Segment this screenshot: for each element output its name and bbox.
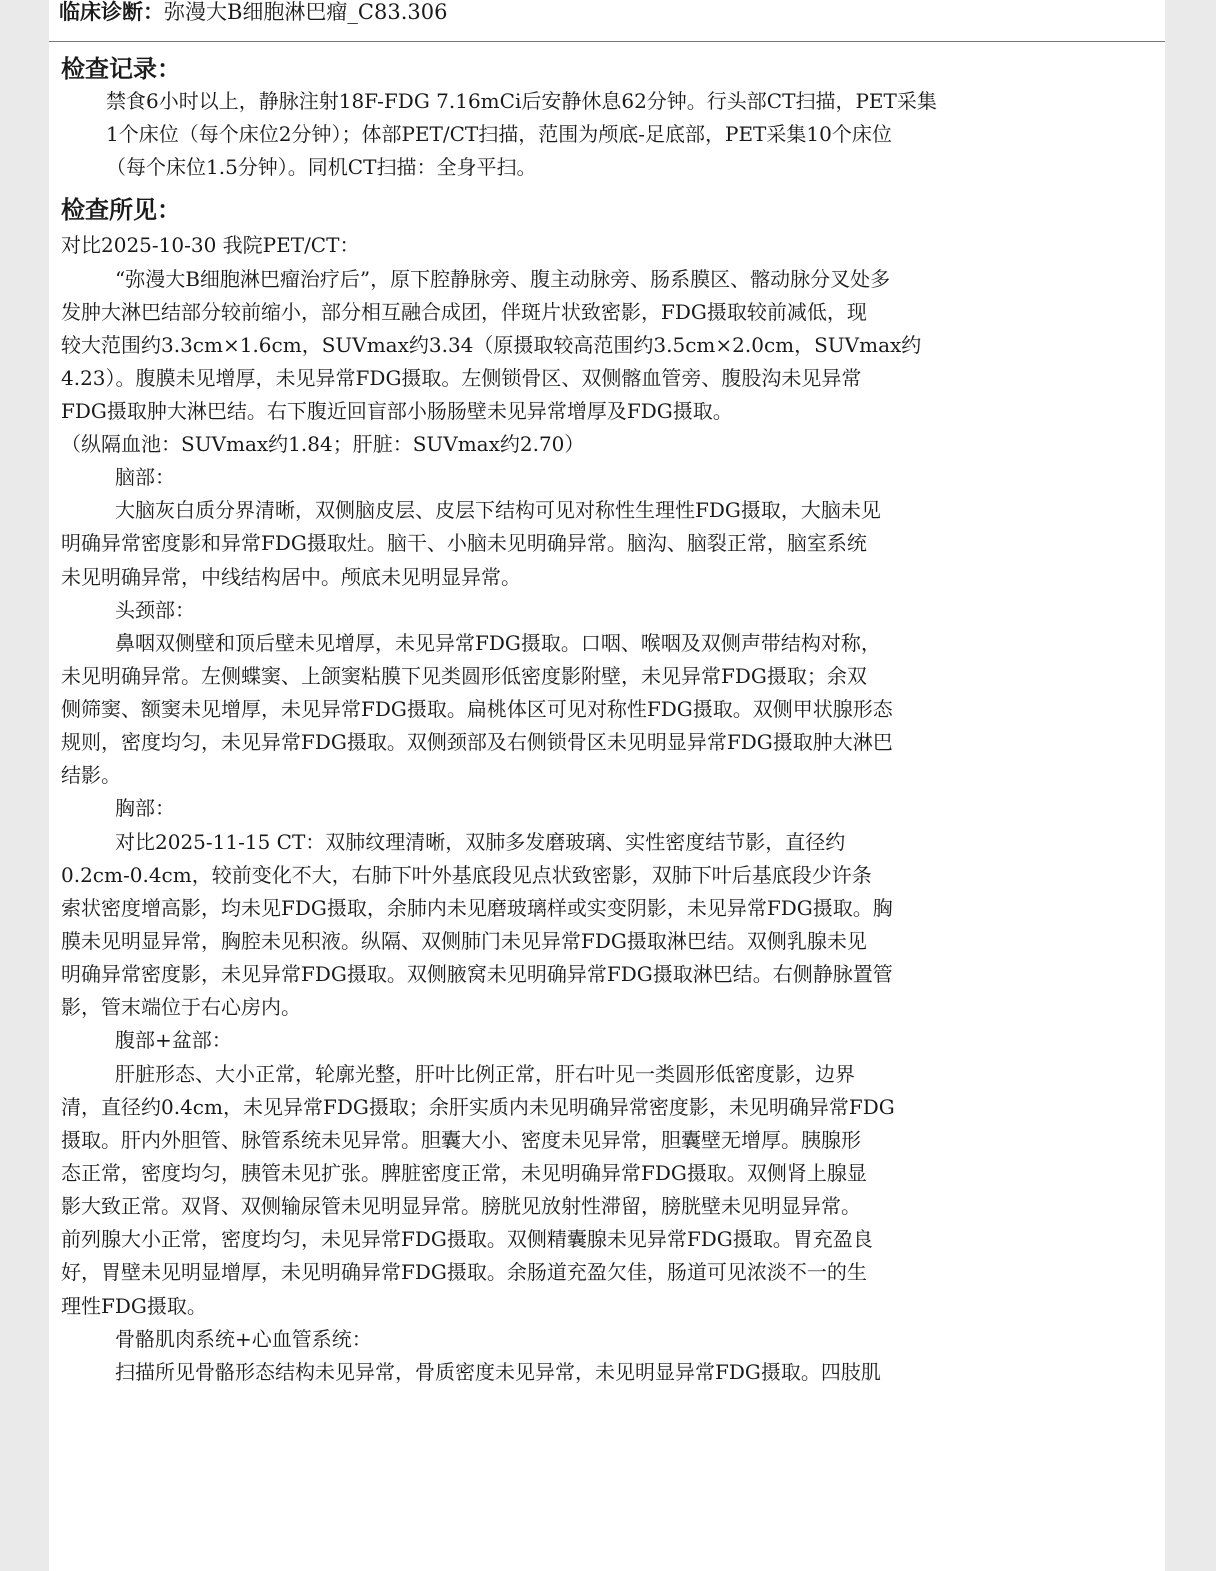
header-divider [49, 41, 1165, 42]
clinical-diagnosis [59, 0, 447, 28]
report-page [49, 0, 1165, 1571]
findings-line: 影大致正常。双肾、双侧输尿管未见明显异常。膀胱见放射性滞留，膀胱壁未见明显异常。 [61, 1194, 861, 1218]
diagnosis-value: 弥漫大B细胞淋巴瘤_C83.306 [164, 0, 448, 24]
findings-line: 规则，密度均匀，未见异常FDG摄取。双侧颈部及右侧锁骨区未见明显异常FDG摄取肿大淋巴 [61, 730, 893, 754]
exam-record-heading: 检查记录： [61, 54, 181, 83]
section-label-brain: 脑部： [115, 465, 175, 489]
findings-line: 发肿大淋巴结部分较前缩小，部分相互融合成团，伴斑片状致密影，FDG摄取较前减低，现 [61, 300, 867, 324]
findings-line: 扫描所见骨骼形态结构未见异常，骨质密度未见异常，未见明显异常FDG摄取。四肢肌 [115, 1360, 881, 1384]
findings-line: 影，管末端位于右心房内。 [61, 995, 301, 1019]
findings-line: 结影。 [61, 763, 121, 787]
section-label-abdomen-pelvis: 腹部+盆部： [115, 1028, 232, 1052]
findings-line: 前列腺大小正常，密度均匀，未见异常FDG摄取。双侧精囊腺未见异常FDG摄取。胃充盈良 [61, 1227, 873, 1251]
section-label-musculoskeletal-cardiovascular: 骨骼肌肉系统+心血管系统： [115, 1327, 372, 1351]
findings-line: 摄取。肝内外胆管、脉管系统未见异常。胆囊大小、密度未见异常，胆囊壁无增厚。胰腺形 [61, 1128, 861, 1152]
exam-record-line: 1个床位（每个床位2分钟）；体部PET/CT扫描，范围为颅底-足底部，PET采集10个床位 [106, 122, 892, 146]
findings-line: 对比2025-10-30 我院PET/CT： [61, 233, 360, 257]
findings-line: 较大范围约3.3cm×1.6cm，SUVmax约3.34（原摄取较高范围约3.5cm×2.0cm，SUVmax约 [61, 333, 922, 357]
findings-line: （纵隔血池：SUVmax约1.84；肝脏：SUVmax约2.70） [61, 432, 585, 456]
findings-line: 膜未见明显异常，胸腔未见积液。纵隔、双侧肺门未见异常FDG摄取淋巴结。双侧乳腺未见 [61, 929, 867, 953]
findings-line: 肝脏形态、大小正常，轮廓光整，肝叶比例正常，肝右叶见一类圆形低密度影，边界 [115, 1062, 855, 1086]
findings-line: 索状密度增高影，均未见FDG摄取，余肺内未见磨玻璃样或实变阴影，未见异常FDG摄取。胸 [61, 896, 893, 920]
findings-line: FDG摄取肿大淋巴结。右下腹近回盲部小肠肠壁未见异常增厚及FDG摄取。 [61, 399, 733, 423]
section-label-chest: 胸部： [115, 796, 175, 820]
findings-line: 侧筛窦、额窦未见增厚，未见异常FDG摄取。扁桃体区可见对称性FDG摄取。双侧甲状腺形态 [61, 697, 893, 721]
findings-line: 对比2025-11-15 CT：双肺纹理清晰，双肺多发磨玻璃、实性密度结节影，直径约 [115, 830, 846, 854]
findings-line: 好，胃壁未见明显增厚，未见明确异常FDG摄取。余肠道充盈欠佳，肠道可见浓淡不一的生 [61, 1260, 867, 1284]
findings-line: 态正常，密度均匀，胰管未见扩张。脾脏密度正常，未见明确异常FDG摄取。双侧肾上腺显 [61, 1161, 867, 1185]
section-label-head-neck: 头颈部： [115, 598, 195, 622]
findings-line: 明确异常密度影，未见异常FDG摄取。双侧腋窝未见明确异常FDG摄取淋巴结。右侧静脉置管 [61, 962, 893, 986]
findings-line: 理性FDG摄取。 [61, 1294, 207, 1318]
findings-line: 大脑灰白质分界清晰，双侧脑皮层、皮层下结构可见对称性生理性FDG摄取，大脑未见 [115, 498, 881, 522]
findings-line: 4.23）。腹膜未见增厚，未见异常FDG摄取。左侧锁骨区、双侧髂血管旁、腹股沟未见异常 [61, 366, 862, 390]
diagnosis-label: 临床诊断： [59, 0, 164, 24]
findings-line: 鼻咽双侧壁和顶后壁未见增厚，未见异常FDG摄取。口咽、喉咽及双侧声带结构对称， [115, 631, 881, 655]
findings-heading: 检查所见： [61, 195, 181, 224]
findings-line: 清，直径约0.4cm，未见异常FDG摄取；余肝实质内未见明确异常密度影，未见明确异常FDG [61, 1095, 895, 1119]
exam-record-line: （每个床位1.5分钟）。同机CT扫描：全身平扫。 [106, 155, 537, 179]
findings-line: 明确异常密度影和异常FDG摄取灶。脑干、小脑未见明确异常。脑沟、脑裂正常，脑室系统 [61, 531, 867, 555]
findings-line: “弥漫大B细胞淋巴瘤治疗后”，原下腔静脉旁、腹主动脉旁、肠系膜区、髂动脉分叉处多 [115, 267, 891, 291]
findings-line: 0.2cm-0.4cm，较前变化不大，右肺下叶外基底段见点状致密影，双肺下叶后基底段少许条 [61, 863, 872, 887]
findings-line: 未见明确异常。左侧蝶窦、上颌窦粘膜下见类圆形低密度影附壁，未见异常FDG摄取；余双 [61, 664, 867, 688]
findings-line: 未见明确异常，中线结构居中。颅底未见明显异常。 [61, 565, 521, 589]
exam-record-line: 禁食6小时以上，静脉注射18F-FDG 7.16mCi后安静休息62分钟。行头部CT扫描，PET采集 [106, 89, 937, 113]
